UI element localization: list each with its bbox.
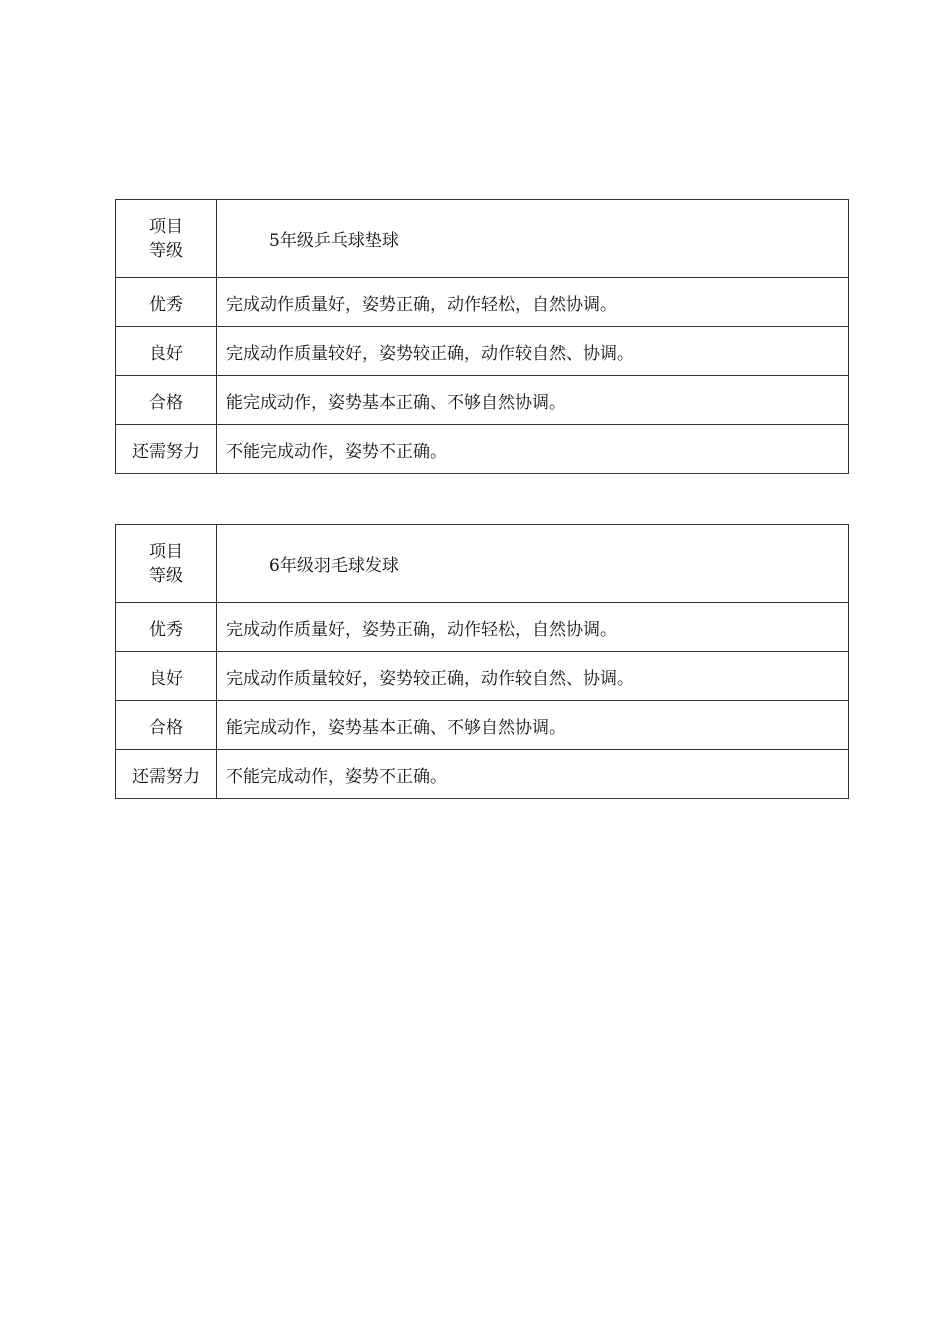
table-row <box>116 603 849 652</box>
table-row <box>116 425 849 474</box>
table-row <box>116 376 849 425</box>
grade-label: 良好 <box>116 652 217 701</box>
grade-description: 能完成动作，姿势基本正确、不够自然协调。 <box>217 376 849 425</box>
table-header-row <box>116 525 849 603</box>
table-row <box>116 750 849 799</box>
corner-header-cell <box>116 525 217 603</box>
corner-label-item: 项目 <box>149 216 183 237</box>
corner-label-grade: 等级 <box>149 240 183 261</box>
rubric-table-grade6 <box>115 524 849 799</box>
grade-label: 合格 <box>116 376 217 425</box>
table-title: 5年级乒乓球垫球 <box>217 200 849 278</box>
rubric-table-grade5 <box>115 199 849 474</box>
corner-label-item: 项目 <box>149 541 183 562</box>
table-title: 6年级羽毛球发球 <box>217 525 849 603</box>
table-row <box>116 652 849 701</box>
grade-label: 还需努力 <box>116 750 217 799</box>
table-row <box>116 327 849 376</box>
grade-description: 不能完成动作，姿势不正确。 <box>217 425 849 474</box>
grade-description: 完成动作质量较好，姿势较正确，动作较自然、协调。 <box>217 652 849 701</box>
corner-label-grade: 等级 <box>149 565 183 586</box>
grade-label: 还需努力 <box>116 425 217 474</box>
grade-description: 能完成动作，姿势基本正确、不够自然协调。 <box>217 701 849 750</box>
grade-description: 不能完成动作，姿势不正确。 <box>217 750 849 799</box>
table-row <box>116 278 849 327</box>
grade-description: 完成动作质量较好，姿势较正确，动作较自然、协调。 <box>217 327 849 376</box>
grade-label: 良好 <box>116 327 217 376</box>
grade-description: 完成动作质量好，姿势正确，动作轻松，自然协调。 <box>217 603 849 652</box>
grade-label: 合格 <box>116 701 217 750</box>
corner-header-cell <box>116 200 217 278</box>
grade-label: 优秀 <box>116 603 217 652</box>
table-row <box>116 701 849 750</box>
table-header-row <box>116 200 849 278</box>
grade-label: 优秀 <box>116 278 217 327</box>
grade-description: 完成动作质量好，姿势正确，动作轻松，自然协调。 <box>217 278 849 327</box>
